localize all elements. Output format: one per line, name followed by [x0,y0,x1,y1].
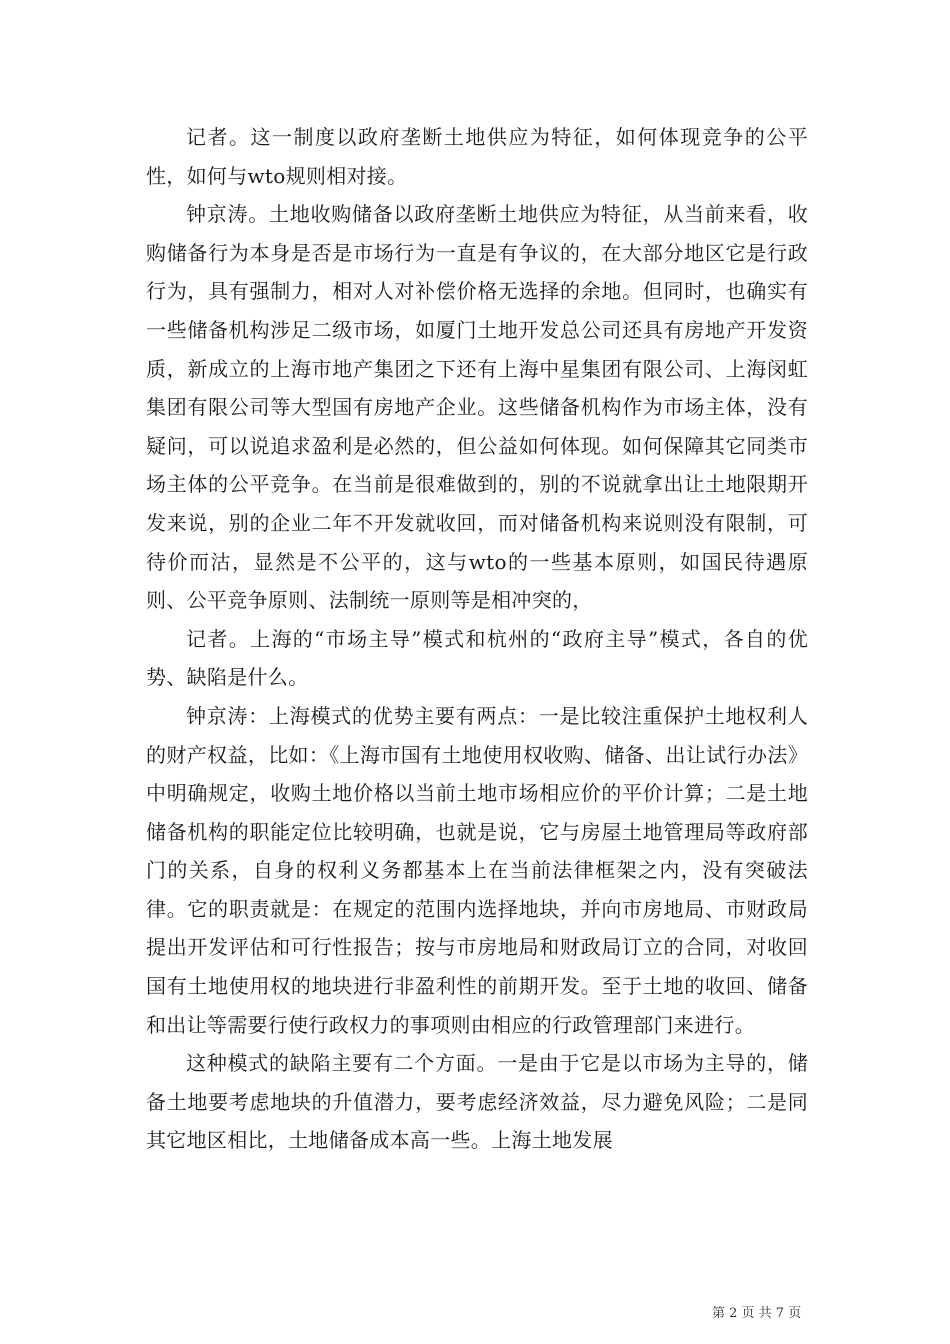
paragraph-zhong-answer-2: 钟京涛：上海模式的优势主要有两点：一是比较注重保护土地权利人的财产权益，比如：《上海市国有土地使用权收购、储备、出让试行办法》中明确规定，收购土地价格以当前土地市场相应价的平价计算；二是土地储备机构的职能定位比较明确，也就是说，它与房屋土地管理局等政府部门的关系，自身的权利义务都基本上在当前法律框架之内，没有突破法律。它的职责就是：在规定的范围内选择地块，并向市房地局、市财政局提出开发评估和可行性报告；按与市房地局和财政局订立的合同，对收回国有土地使用权的地块进行非盈利性的前期开发。至于土地的收回、储备和出让等需要行使行政权力的事项则由相应的行政管理部门来进行。 [146,703,808,1037]
page-number-footer: 第 2 页 共 7 页 [712,1306,802,1321]
paragraph-reporter-question-2: 记者。上海的“市场主导”模式和杭州的“政府主导”模式，各自的优势、缺陷是什么。 [146,626,808,690]
paragraph-model-drawbacks: 这种模式的缺陷主要有二个方面。一是由于它是以市场为主导的，储备土地要考虑地块的升值潜力，要考虑经济效益，尽力避免风险；二是同其它地区相比，土地储备成本高一些。上海土地发展 [146,1051,808,1153]
paragraph-zhong-answer-1: 钟京涛。土地收购储备以政府垄断土地供应为特征，从当前来看，收购储备行为本身是否是市场行为一直是有争议的，在大部分地区它是行政行为，具有强制力，相对人对补偿价格无选择的余地。但同时，也确实有一些储备机构涉足二级市场，如厦门土地开发总公司还具有房地产开发资质，新成立的上海市地产集团之下还有上海中星集团有限公司、上海闵虹集团有限公司等大型国有房地产企业。这些储备机构作为市场主体，没有疑问，可以说追求盈利是必然的，但公益如何体现。如何保障其它同类市场主体的公平竞争。在当前是很难做到的，别的不说就拿出让土地限期开发来说，别的企业二年不开发就收回，而对储备机构来说则没有限制，可待价而沽，显然是不公平的，这与wto的一些基本原则，如国民待遇原则、公平竞争原则、法制统一原则等是相冲突的， [146,202,808,613]
document-body [146,118,808,1160]
paragraph-reporter-question-1: 记者。这一制度以政府垄断土地供应为特征，如何体现竞争的公平性，如何与wto规则相对接。 [146,125,808,188]
